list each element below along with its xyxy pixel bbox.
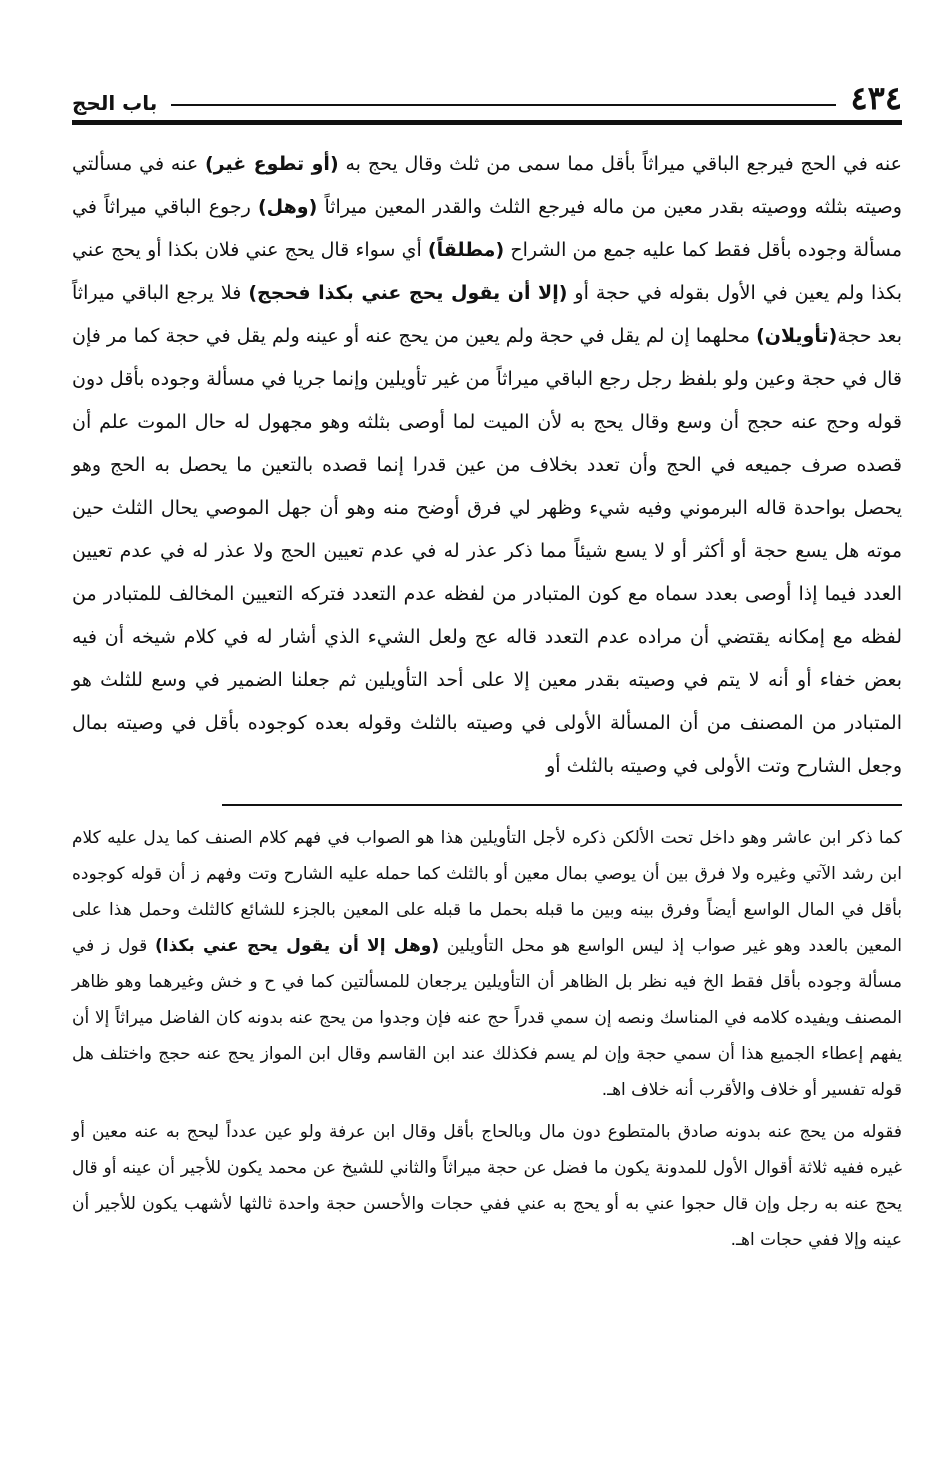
footnote-segment-bold: (وهل إلا أن يقول يحج عني بكذا)	[155, 936, 440, 956]
header-rule	[171, 104, 836, 106]
main-segment: عنه في مسألتي وصيته بثلثه ووصيته بقدر معين من ماله فيرجع الثلث والقدر المعين ميراثاً	[72, 153, 902, 218]
footnote-segment: كما ذكر ابن عاشر وهو داخل تحت الألكن ذكره لأجل التأويلين هذا هو الصواب في فهم كلام الصنف كما يدل عليه كلام ابن رشد الآتي وغيره ولا فرق بين أن يوصي بمال معين أو بالثلث كما حمله عليه الشارح وتت وفهم ز أن قوله كوجوده بأقل في المال الواسع أيضاً وفرق بينه وبين ما قبله بحمل ما قبله على المعين بالجزء للشائع كالثلث وحمل هذا على المعين بالعدد وهو غير صواب إذ ليس الواسع هو محل التأويلين	[72, 828, 903, 956]
footnote-separator	[222, 804, 902, 806]
page-number: ٤٣٤	[850, 79, 902, 117]
header-thick-rule	[72, 120, 902, 125]
main-segment: رجوع الباقي ميراثاً في مسألة وجوده بأقل فقط كما عليه جمع من الشراح	[72, 196, 902, 261]
main-text	[72, 143, 902, 788]
main-segment: فلا يرجع الباقي ميراثاً بعد حجة	[72, 282, 902, 347]
footnote-segment: قول ز في مسألة وجوده بأقل فقط الخ فيه نظر بل الظاهر أن التأويلين يرجعان للمسألتين كما في ح و خش وغيرهما وهو ظاهر المصنف ويفيده كلامه في المناسك ونصه إن سمي قدراً حج عنه فإن وجدوا من يحج عنه بدونه كان الفاضل ميراثاً إلا أن يفهم إعطاء الجميع هذا أن سمي حجة وإن لم يسم فكذلك عند ابن القاسم وقال ابن المواز يحج عنه حجج واختلف هل قوله تفسير أو خلاف والأقرب أنه خلاف اهـ.	[72, 936, 902, 1100]
footnote-paragraph-1	[72, 820, 902, 1108]
chapter-title: باب الحج	[72, 91, 158, 115]
footnote-paragraph-2: فقوله من يحج عنه بدونه صادق بالمتطوع دون مال وبالحاج بأقل وقال ابن عرفة ولو عين عدداً ليحج به عنه معين أو غيره ففيه ثلاثة أقوال الأول للمدونة يكون ما فضل عن حجة ميراثاً والثاني للشيخ عن محمد يكون للأجير أن عينه أو قال يحج عنه به رجل وإن قال حجوا عني به أو يحج به عني ففي حجات والأحسن حجة واحدة ثالثها لأشهب يكون للأجير أن عينه وإلا ففي حجات اهـ.	[72, 1122, 902, 1250]
book-page	[72, 70, 902, 1450]
main-segment-bold: (أو تطوع غير)	[205, 153, 339, 175]
main-segment: محلهما إن لم يقل في حجة ولم يعين من يحج عنه أو عينه ولم يقل في حجة كما مر فإن قال في حجة وعين ولو بلفظ رجل رجع الباقي ميراثاً من غير تأويلين وإنما جريا في مسألة وجوده بأقل دون قوله وحج عنه حجج أن وسع وقال يحج به لأن الميت لما أوصى بثلثه وهو مجهول له حال الموت علم أن قصده صرف جميعه في الحج وأن تعدد بخلاف من عين قدرا إنما قصده بالتعين ما يحصل به الحج وهو يحصل بواحدة قاله البرموني وفيه شيء وظهر لي فرق أوضح منه وهو أن جهل الموصي يحال الثلث حين موته هل يسع حجة أو أكثر أو لا يسع شيئاً مما ذكر عذر له في عدم تعيين الحج ولا عذر له في عدم تعيين العدد فيما إذا أوصى بعدد سماه مع كون المتبادر من لفظه عدم التعدد فتركه التعيين المخالف للمتبادر من لفظه مع إمكانه يقتضي أن مراده عدم التعدد قاله عج ولعل الشيء الذي أشار له في كلام شيخه أن فيه بعض خفاء أو أنه لا يتم في وصيته بقدر معين إلا على أحد التأويلين ثم جعلنا الضمير في وسع للثلث هو المتبادر من المصنف من أن المسألة الأولى في وصيته بالثلث وقوله بعده كوجوده بأقل في وصيته بمال وجعل الشارح وتت الأولى في وصيته بالثلث أو	[72, 325, 902, 777]
main-segment-bold: (وهل)	[257, 196, 318, 218]
main-segment: أي سواء قال يحج عني فلان بكذا أو يحج عني بكذا ولم يعين في الأول بقوله في حجة أو	[72, 239, 902, 304]
main-segment-bold: (إلا أن يقول يحج عني بكذا فحجج)	[248, 282, 568, 304]
main-segment-bold: (مطلقاً)	[427, 239, 505, 261]
footnotes	[72, 820, 902, 1258]
main-segment-bold: (تأويلان)	[756, 325, 838, 347]
main-segment: عنه في الحج فيرجع الباقي ميراثاً بأقل مما سمى من ثلث وقال يحج به	[338, 153, 902, 175]
main-paragraph	[72, 143, 902, 788]
page-header	[72, 70, 902, 117]
